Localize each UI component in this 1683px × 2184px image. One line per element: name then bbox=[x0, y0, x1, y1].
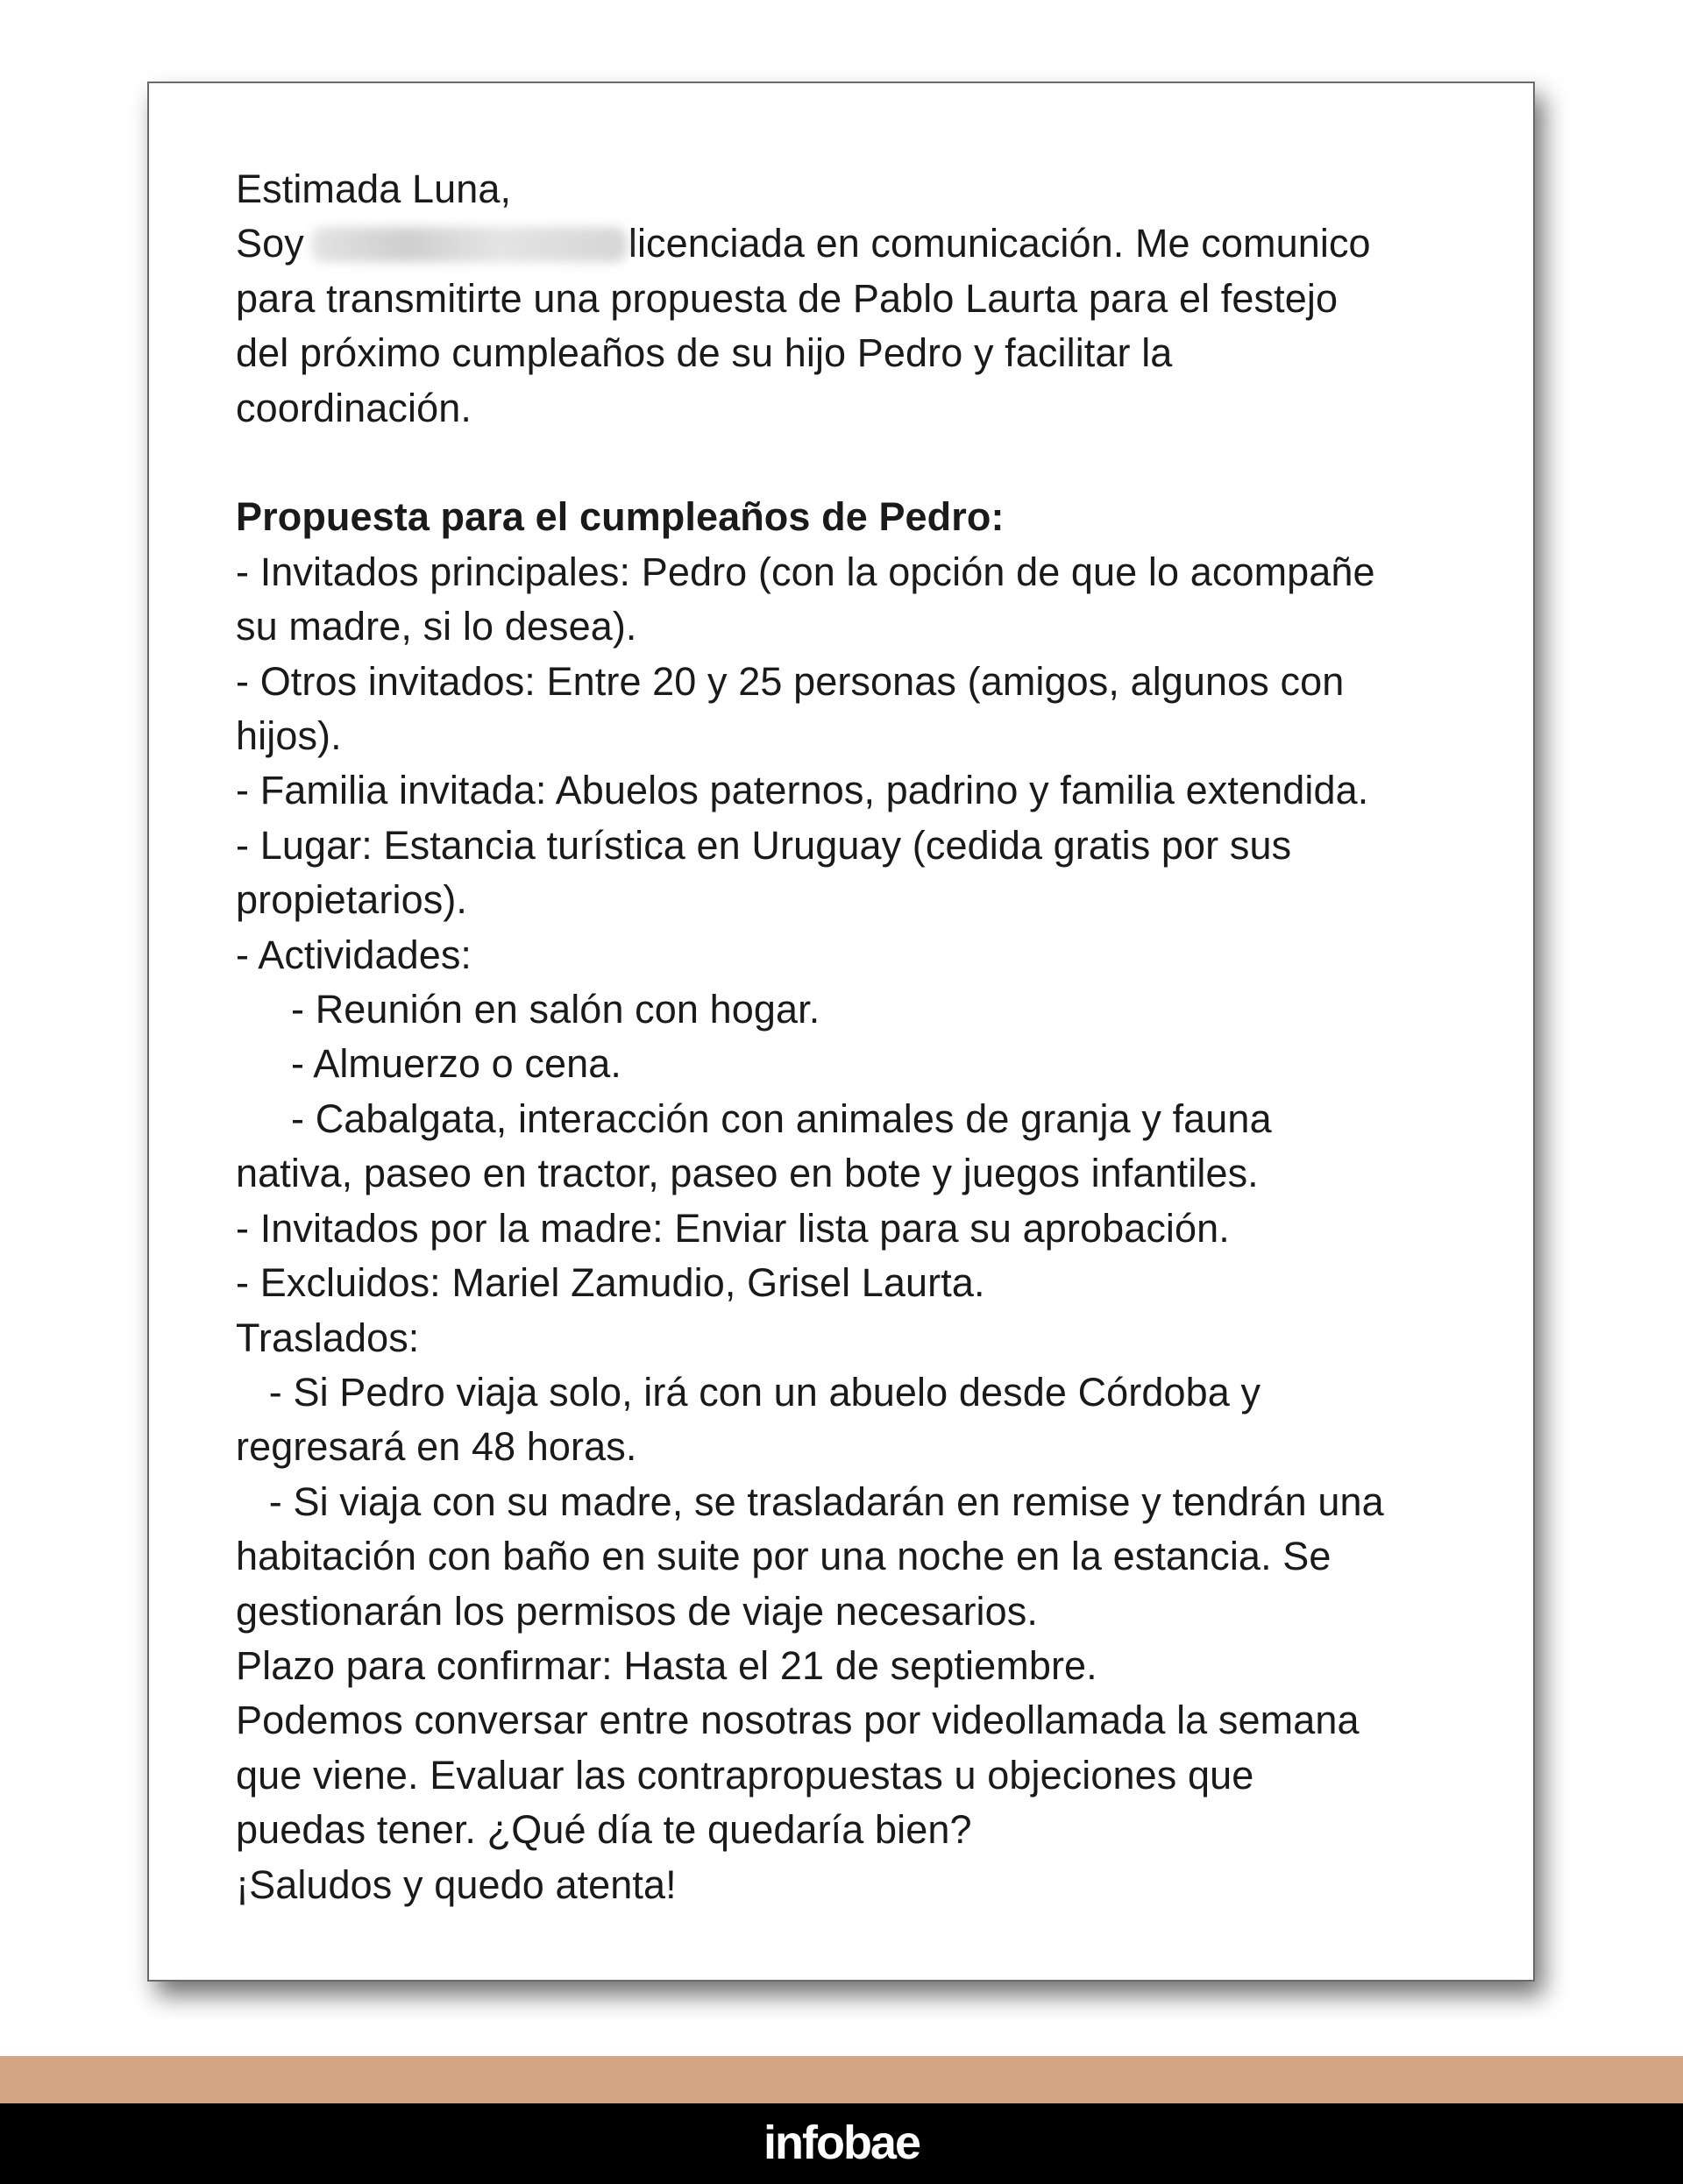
proposal-body bbox=[236, 545, 1449, 1912]
proposal-line: nativa, paseo en tractor, paseo en bote y juegos infantiles. bbox=[236, 1151, 1259, 1196]
proposal-line: - Actividades: bbox=[236, 932, 472, 977]
intro-line-4: coordinación. bbox=[236, 385, 472, 430]
proposal-line: puedas tener. ¿Qué día te quedaría bien? bbox=[236, 1807, 972, 1853]
proposal-line: - Lugar: Estancia turística en Uruguay (cedida gratis por sus bbox=[236, 822, 1292, 868]
proposal-line: Plazo para confirmar: Hasta el 21 de septiembre. bbox=[236, 1642, 1097, 1688]
proposal-line: que viene. Evaluar las contrapropuestas u objeciones que bbox=[236, 1752, 1254, 1798]
footer-tan-band bbox=[0, 2056, 1683, 2103]
paragraph-gap bbox=[236, 436, 1449, 490]
proposal-line: habitación con baño en suite por una noche en la estancia. Se bbox=[236, 1534, 1331, 1579]
proposal-line: su madre, si lo desea). bbox=[236, 604, 637, 649]
proposal-line: Traslados: bbox=[236, 1315, 420, 1360]
proposal-heading: Propuesta para el cumpleaños de Pedro: bbox=[236, 494, 1005, 540]
proposal-line: gestionarán los permisos de viaje necesarios. bbox=[236, 1588, 1038, 1634]
proposal-line: hijos). bbox=[236, 713, 342, 759]
proposal-line: - Reunión en salón con hogar. bbox=[236, 987, 820, 1032]
intro-line-3: del próximo cumpleaños de su hijo Pedro y facilitar la bbox=[236, 330, 1173, 376]
proposal-line: - Excluidos: Mariel Zamudio, Grisel Laurta. bbox=[236, 1260, 985, 1306]
proposal-line: ¡Saludos y quedo atenta! bbox=[236, 1861, 677, 1907]
proposal-line: propietarios). bbox=[236, 877, 468, 923]
proposal-line: - Invitados principales: Pedro (con la opción de que lo acompañe bbox=[236, 549, 1375, 594]
proposal-line: - Si Pedro viaja solo, irá con un abuelo desde Córdoba y bbox=[236, 1369, 1261, 1415]
intro-prefix: Soy bbox=[236, 221, 304, 266]
proposal-line: - Otros invitados: Entre 20 y 25 personas (amigos, algunos con bbox=[236, 658, 1345, 704]
intro-line-2: para transmitirte una propuesta de Pablo Laurta para el festejo bbox=[236, 275, 1339, 321]
letter-document bbox=[147, 82, 1535, 1982]
proposal-line: - Almuerzo o cena. bbox=[236, 1041, 621, 1087]
proposal-line: - Familia invitada: Abuelos paternos, padrino y familia extendida. bbox=[236, 768, 1369, 813]
proposal-line: - Invitados por la madre: Enviar lista para su aprobación. bbox=[236, 1205, 1230, 1251]
footer-bar bbox=[0, 2103, 1683, 2184]
redacted-name-blur bbox=[311, 227, 627, 262]
proposal-line: - Cabalgata, interacción con animales de granja y fauna bbox=[236, 1096, 1272, 1141]
intro-line-1 bbox=[236, 216, 1449, 271]
greeting-line: Estimada Luna, bbox=[236, 167, 512, 211]
proposal-line: Podemos conversar entre nosotras por videollamada la semana bbox=[236, 1698, 1360, 1743]
proposal-line: regresará en 48 horas. bbox=[236, 1424, 637, 1470]
intro-line-1-text: licenciada en comunicación. Me comunico bbox=[628, 221, 1371, 266]
proposal-line: - Si viaja con su madre, se trasladarán en remise y tendrán una bbox=[236, 1478, 1384, 1524]
infobae-logo: infobae bbox=[763, 2117, 920, 2169]
